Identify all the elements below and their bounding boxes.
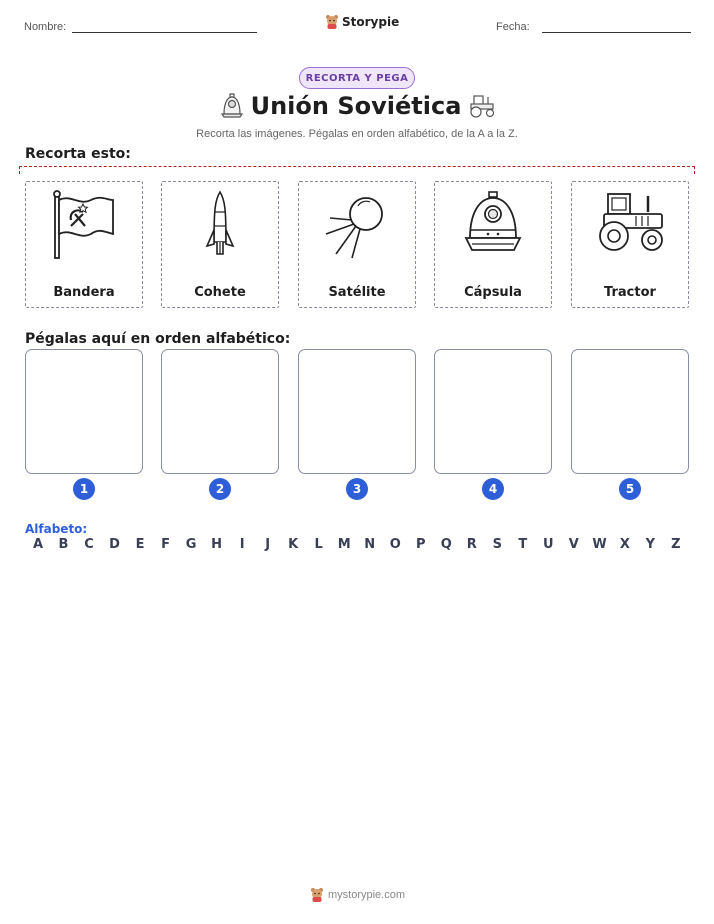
alphabet-letter: E [135, 537, 145, 552]
footer-site-link[interactable]: mystorypie.com [328, 889, 406, 901]
alphabet-letter: N [364, 537, 376, 552]
alphabet-letter: V [568, 537, 579, 552]
cut-card-capsula[interactable] [434, 181, 552, 308]
bear-mascot-icon [310, 887, 324, 903]
cut-card-label: Bandera [53, 285, 115, 300]
paste-slot-1[interactable] [25, 349, 143, 474]
alphabet-letter: I [239, 537, 245, 552]
alphabet-letter: L [314, 537, 323, 552]
cut-card-label: Cápsula [464, 285, 522, 300]
tractor-small-icon [466, 93, 496, 119]
alphabet-letter: Y [645, 537, 656, 552]
bear-mascot-icon [325, 14, 339, 30]
cut-line [19, 166, 695, 174]
alphabet-letter: J [265, 537, 271, 552]
paste-slot-4[interactable] [434, 349, 552, 474]
paste-slot-5[interactable] [571, 349, 689, 474]
tractor-icon [594, 190, 666, 260]
cut-card-cohete[interactable] [161, 181, 279, 308]
brand-name: Storypie [342, 15, 400, 29]
slot-number-badge: 2 [209, 478, 231, 500]
alphabet-letter: D [109, 537, 120, 552]
paste-heading: Pégalas aquí en orden alfabético: [25, 331, 291, 347]
slot-number-badge: 5 [619, 478, 641, 500]
alphabet-letter: C [84, 537, 94, 552]
alphabet-letter: O [389, 537, 401, 552]
slot-number-badge: 4 [482, 478, 504, 500]
slot-number-badge: 3 [346, 478, 368, 500]
cut-card-tractor[interactable] [571, 181, 689, 308]
alphabet-letter: H [211, 537, 223, 552]
alphabet-letter: S [492, 537, 502, 552]
alphabet-letter: U [543, 537, 554, 552]
cut-card-satelite[interactable] [298, 181, 416, 308]
alphabet-letter: Z [671, 537, 681, 552]
alphabet-letter: M [337, 537, 351, 552]
activity-badge: RECORTA Y PEGA [299, 67, 415, 89]
cut-heading: Recorta esto: [25, 146, 131, 162]
alphabet-letter: G [185, 537, 197, 552]
name-line[interactable] [72, 32, 257, 33]
slot-number-badge: 1 [73, 478, 95, 500]
capsule-small-icon [219, 92, 245, 120]
page-title: Unión Soviética [250, 92, 462, 120]
alphabet-letter: T [518, 537, 528, 552]
paste-slot-2[interactable] [161, 349, 279, 474]
alphabet-letter: W [592, 537, 607, 552]
instructions: Recorta las imágenes. Pégalas en orden alfabético, de la A a la Z. [196, 128, 518, 140]
flag-icon [49, 190, 119, 260]
date-label: Fecha: [496, 21, 530, 33]
alphabet-heading: Alfabeto: [25, 522, 88, 536]
paste-slot-3[interactable] [298, 349, 416, 474]
cut-card-bandera[interactable] [25, 181, 143, 308]
alphabet-row [31, 537, 683, 552]
footer [310, 887, 405, 903]
alphabet-letter: X [619, 537, 630, 552]
alphabet-letter: R [466, 537, 477, 552]
name-label: Nombre: [24, 21, 67, 33]
cut-card-label: Tractor [604, 285, 656, 300]
cut-card-label: Cohete [194, 285, 246, 300]
brand-logo [325, 14, 399, 30]
rocket-icon [185, 190, 255, 260]
satellite-icon [322, 190, 392, 260]
date-line[interactable] [542, 32, 691, 33]
alphabet-letter: F [161, 537, 171, 552]
alphabet-letter: Q [440, 537, 452, 552]
alphabet-letter: A [32, 537, 44, 552]
alphabet-letter: K [288, 537, 299, 552]
alphabet-letter: B [58, 537, 69, 552]
capsule-icon [458, 190, 528, 260]
cut-card-label: Satélite [328, 285, 386, 300]
alphabet-letter: P [415, 537, 426, 552]
